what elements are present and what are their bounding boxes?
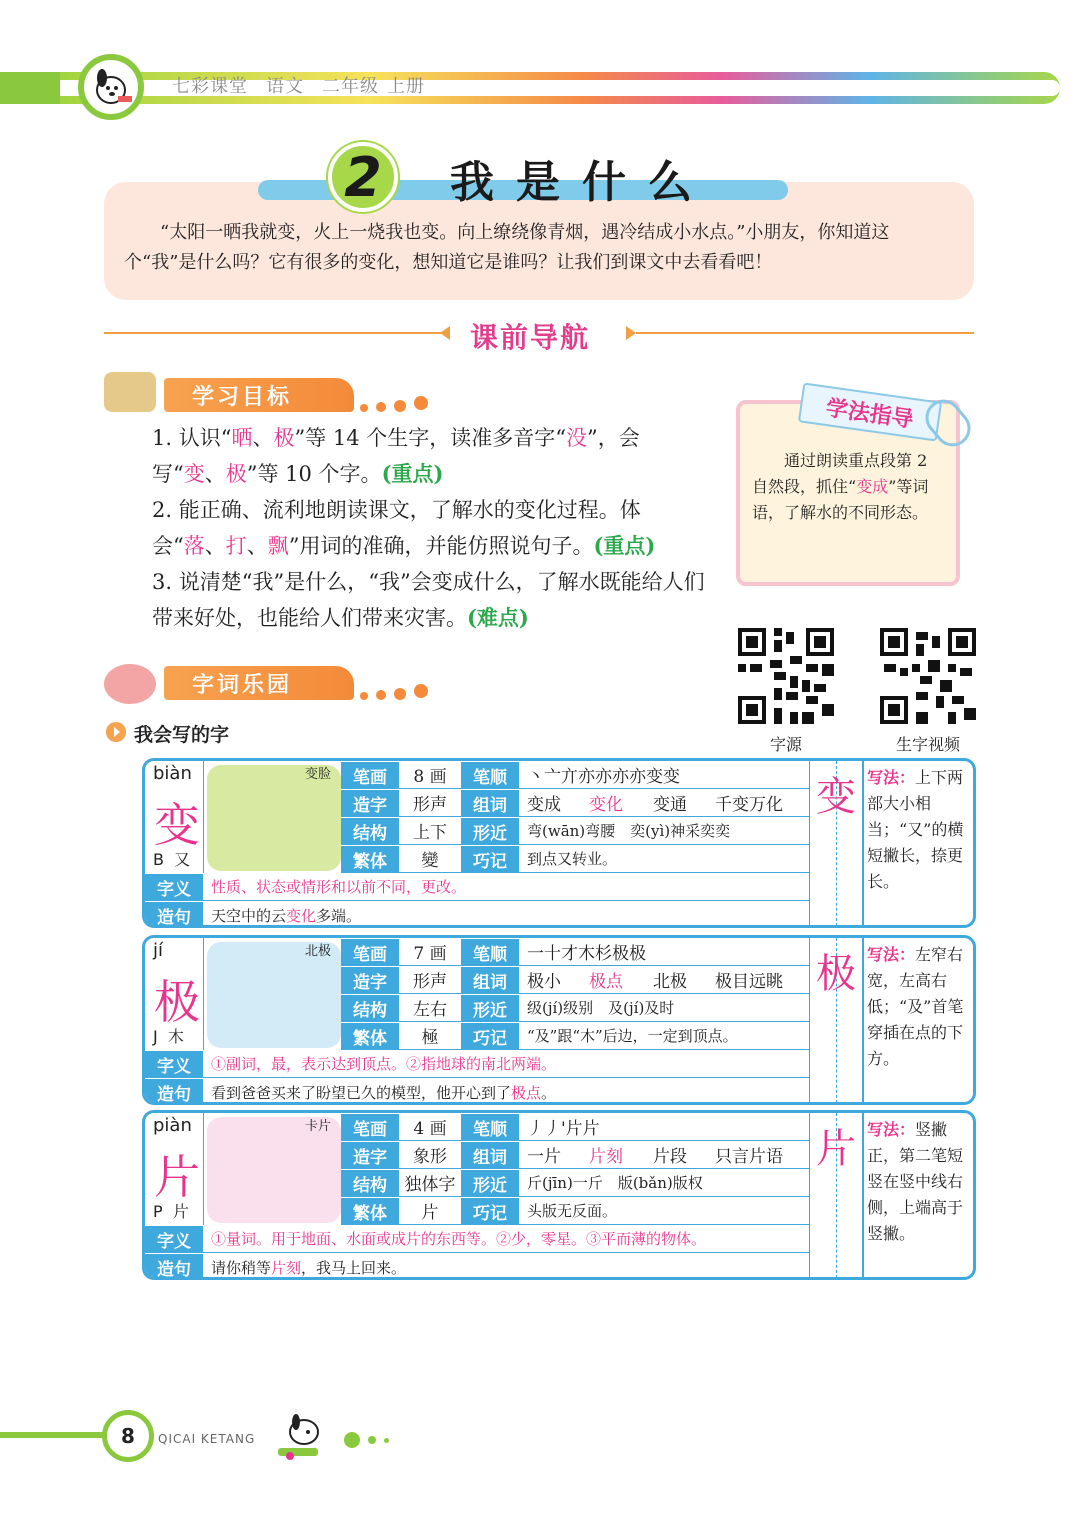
dot-icon [414,684,428,698]
row-struct: 结构 独体字 形近 斤(jīn)一斤 版(bǎn)版权 [341,1169,809,1197]
page-number: 8 [102,1410,154,1462]
goal-item-2: 2. 能正确、流利地朗读课文，了解水的变化过程。体会“落、打、飘”用词的准确，并能仿照说句子。(重点) [152,498,656,558]
dot-icon [384,1438,389,1443]
row-trad: 繁体 片 巧记 头版无反面。 [341,1197,809,1225]
dot-icon [414,396,428,410]
practice-char: 极 [816,951,856,997]
header-volume: 上册 [387,76,425,97]
goals-heading: 学习目标 [164,378,354,412]
header-grade: 二年级 [322,76,379,97]
strawberry-deco-icon [104,664,156,704]
divider [863,938,864,1102]
row-meaning: 字义 性质、状态或情形和以前不同，更改。 [145,873,809,901]
char-big: 极 [154,975,200,1029]
basket-deco-icon [104,372,156,412]
char-radical: P 片 [153,1202,189,1221]
row-strokes: 笔画 8 画 笔顺 丶亠亣亦亦亦亦变变 [341,761,809,789]
dog-mascot-icon [84,60,138,114]
dot-icon [368,1436,376,1444]
writing-hint: 写法：上下两部大小相当；“又”的横短撇长，捺更长。 [867,768,964,891]
char-radical: B 又 [153,850,191,869]
qr-label-2: 生字视频 [895,735,960,754]
divider [203,938,204,1050]
study-tip-title: 学法指导 [798,382,942,441]
row-meaning: 字义 ①副词，最，表示达到顶点。②指地球的南北两端。 [145,1050,809,1078]
practice-char: 变 [816,774,856,820]
divider [203,761,204,873]
char-card-2 [142,935,976,1105]
write-heading: 我会写的字 [134,724,230,746]
qr-label-1: 字源 [769,735,802,754]
row-build: 造字 象形 组词 一片 片刻 片段 只言片语 [341,1141,809,1169]
header-series: 七彩课堂 [172,76,248,97]
section-line-left [104,332,444,334]
row-build: 造字 形声 组词 变成 变化 变通 千变万化 [341,789,809,817]
row-sentence: 造句 看到爸爸买来了盼望已久的模型，他开心到了 极点 。 [145,1078,809,1105]
study-tip-text: 通过朗读重点段第 2 自然段，抓住“变成”等词语，了解水的不同形态。 [752,451,929,522]
lesson-title: 我是什么 [450,157,714,208]
char-pinyin: biàn [153,763,192,784]
illustration-caption: 卡片 [305,1119,332,1134]
goal-item-3: 3. 说清楚“我”是什么，“我”会变成什么，了解水既能给人们带来好处，也能给人们带来灾害。(难点) [152,570,705,630]
section-arrow-right-icon [626,326,636,340]
illustration-caption: 变脸 [305,767,332,782]
dot-icon [344,1432,360,1448]
dot-icon [360,692,368,700]
qr-code-video-icon[interactable] [880,628,976,724]
row-sentence: 造句 天空中的云 变化 多端。 [145,901,809,928]
char-big: 片 [154,1150,200,1204]
row-struct: 结构 上下 形近 弯(wān)弯腰 奕(yì)神采奕奕 [341,817,809,845]
char-pinyin: piàn [153,1115,192,1136]
divider [203,1113,204,1225]
divider [863,761,864,925]
writing-hint: 写法：竖撇正，第二笔短竖在竖中线右侧，上端高于竖撇。 [867,1120,964,1243]
dot-icon [376,690,386,700]
goal-item-1: 1. 认识“晒、极”等 14 个生字，读准多音字“没”，会写“变、极”等 10 个字。(重点) [152,426,640,486]
lesson-intro: “太阳一晒我就变，火上一烧我也变。向上缭绕像青烟，遇冷结成小水点。”小朋友，你知道这个“我”是什么吗？它有很多的变化，想知道它是谁吗？让我们到课文中去看看吧！ [124,222,890,273]
section-title: 课前导航 [470,321,591,354]
dot-icon [360,404,368,412]
practice-char: 片 [816,1126,856,1172]
row-sentence: 造句 请你稍等 片刻 ，我马上回来。 [145,1253,809,1280]
dot-icon [376,402,386,412]
row-trad: 繁体 極 巧记 “及”跟“木”后边，一定到顶点。 [341,1022,809,1050]
row-strokes: 笔画 4 画 笔顺 丿丿'片片 [341,1113,809,1141]
row-struct: 结构 左右 形近 级(jí)级别 及(jí)及时 [341,994,809,1022]
char-radical: J 木 [153,1027,184,1046]
writing-hint: 写法：左窄右宽，左高右低；“及”首笔穿插在点的下方。 [867,945,964,1068]
lesson-number: 2 [328,142,398,212]
illustration-caption: 北极 [305,944,332,959]
row-meaning: 字义 ①量词。用于地面、水面或成片的东西等。②少，零星。③平而薄的物体。 [145,1225,809,1253]
footer-brand: QICAI KETANG [158,1432,256,1446]
char-card-1 [142,758,976,928]
char-pinyin: jí [153,940,164,961]
dot-icon [394,688,406,700]
header-green-stub [0,72,60,104]
row-strokes: 笔画 7 画 笔顺 一十才木杉极极 [341,938,809,966]
qr-code-zi-yuan-icon[interactable] [738,628,834,724]
header-breadcrumb [172,72,443,98]
char-big: 变 [154,798,200,852]
section-arrow-left-icon [440,326,450,340]
char-card-3 [142,1110,976,1280]
vocab-heading: 字词乐园 [164,666,354,700]
play-arrow-icon [106,722,126,742]
mascot-badge [78,54,144,120]
header-bar-inner [0,80,1060,96]
row-build: 造字 形声 组词 极小 极点 北极 极目远眺 [341,966,809,994]
row-trad: 繁体 變 巧记 到点又转业。 [341,845,809,873]
dog-mascot-icon [270,1410,330,1464]
dot-icon [394,400,406,412]
divider [863,1113,864,1277]
section-line-right [636,332,974,334]
header-subject: 语文 [266,76,304,97]
footer-green-line [0,1432,104,1438]
